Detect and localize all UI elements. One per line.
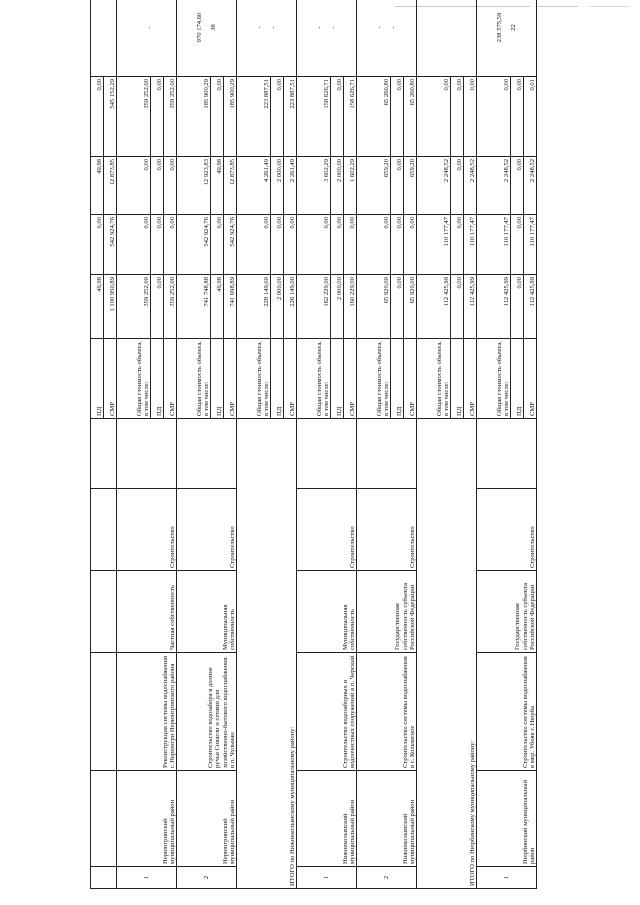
table-sheet [90, 12, 575, 889]
district-cell: Нюрбинский муниципальный район [477, 771, 537, 867]
object-name-cell: Строительство водозабора в долине ручья Сивагли и сетями для хозяйственно-бытового водоснабжения в п. Чульман [177, 653, 237, 771]
cost-type-label: ПД [91, 339, 104, 419]
cost-type-label: ПД [271, 339, 284, 419]
amount-regional-cell: 2 248,52 [524, 157, 537, 215]
amount-total-cell: 2 000,00 [331, 275, 344, 339]
amount-total-cell: 741 748,88 [177, 275, 211, 339]
scan-artifact-line [538, 6, 578, 7]
capacity-column [90, 79, 575, 119]
amount-federal-cell: 0,00 [91, 215, 104, 275]
amount-federal-cell: 0,00 [237, 215, 271, 275]
ownership-cell: Муниципальная собственность [177, 571, 237, 653]
amount-total-cell: 112 425,99 [524, 275, 537, 339]
cost-type-label: СМР [284, 339, 297, 419]
work-type-cell: Строительство [477, 489, 537, 571]
amount-other-cell: 0,00 [511, 77, 524, 157]
total-row [237, 0, 271, 889]
amount-federal-cell: 0,00 [331, 215, 344, 275]
amount-regional-cell: 12 873,85 [224, 157, 237, 215]
amount-federal-cell: 0,00 [404, 215, 417, 275]
amount-federal-cell: 542 924,76 [177, 215, 211, 275]
summary-amount-cell [417, 0, 477, 77]
amount-federal-cell: 0,00 [164, 215, 177, 275]
amount-total-cell: 226 149,00 [284, 275, 297, 339]
amount-other-cell: 185 900,29 [224, 77, 237, 157]
capacity-value: 22 [509, 24, 517, 31]
amount-regional-cell: 12 923,83 [177, 157, 211, 215]
amount-federal-cell: 0,00 [357, 215, 391, 275]
cost-type-label: Общая стоимость объекта, в том числе: [297, 339, 331, 419]
total-label: ИТОГО по Нижнеколымскому муниципальному району: [237, 419, 297, 889]
table-row [357, 0, 391, 889]
amount-total-cell: 112 425,99 [464, 275, 477, 339]
row-number: 2 [177, 867, 237, 889]
district-cell: Нижнеколымский муниципальный район [297, 771, 357, 867]
blank-cell [297, 419, 357, 489]
amount-regional-cell: 0,00 [391, 157, 404, 215]
amount-regional-cell: 2 000,00 [271, 157, 284, 215]
amount-total-cell: 162 229,00 [297, 275, 331, 339]
district-cell: Нижнеколымский муниципальный район [357, 771, 417, 867]
amount-federal-cell: 0,00 [284, 215, 297, 275]
amount-other-cell: 223 887,51 [237, 77, 271, 157]
ownership-cell: Частная собственность [117, 571, 177, 653]
cost-type-label: ПД [331, 339, 344, 419]
amount-regional-cell: 2 261,49 [284, 157, 297, 215]
amount-other-cell: 0,00 [464, 77, 477, 157]
cost-type-label: СМР [464, 339, 477, 419]
cost-type-label: СМР [344, 339, 357, 419]
capacity-value: 38 [209, 24, 217, 31]
amount-regional-cell: 4 261,49 [237, 157, 271, 215]
blank-cell [357, 419, 417, 489]
amount-total-cell: 2 000,00 [271, 275, 284, 339]
cost-type-label: ПД [511, 339, 524, 419]
capacity-value: - [329, 26, 337, 29]
blank-cell [117, 419, 177, 489]
cost-type-label: ПД [211, 339, 224, 419]
summary-amount-cell: 970 174,60 38 [177, 0, 237, 77]
total-label: ИТОГО по Нюрбинскому муниципальному району: [417, 419, 477, 889]
cost-type-label: СМР [404, 339, 417, 419]
amount-other-cell: 545 152,29 [104, 77, 117, 157]
cost-type-label: СМР [224, 339, 237, 419]
amount-federal-cell: 542 924,76 [104, 215, 117, 275]
amount-other-cell: 65 260,80 [357, 77, 391, 157]
cost-type-label: Общая стоимость объекта, в том числе: [477, 339, 511, 419]
cost-type-label: СМР [104, 339, 117, 419]
amount-total-cell: 112 425,99 [417, 275, 451, 339]
amount-other-cell: 158 626,71 [344, 77, 357, 157]
cost-type-label: Общая стоимость объекта, в том числе: [117, 339, 151, 419]
scan-artifact-line [588, 6, 630, 7]
amount-federal-cell: 110 177,47 [524, 215, 537, 275]
ownership-cell: Государственная собственность субъекта Российской Федерации [357, 571, 417, 653]
work-type-cell: Строительство [117, 489, 177, 571]
amount-regional-cell: 12 873,85 [104, 157, 117, 215]
summary-amount-cell: - - [237, 0, 297, 77]
row-number [91, 867, 117, 889]
table-row [177, 0, 211, 889]
amount-other-cell: 158 626,71 [297, 77, 331, 157]
table-body [91, 0, 537, 889]
total-row [417, 0, 451, 889]
amount-federal-cell: 0,00 [151, 215, 164, 275]
table-row [477, 0, 511, 889]
blank-cell [177, 419, 237, 489]
amount-regional-cell: 0,00 [511, 157, 524, 215]
amount-federal-cell: 0,00 [451, 215, 464, 275]
amount-total-cell: 49,98 [211, 275, 224, 339]
amount-regional-cell: 0,00 [451, 157, 464, 215]
amount-federal-cell: 110 177,47 [464, 215, 477, 275]
amount-regional-cell: 49,98 [211, 157, 224, 215]
table-row [91, 0, 104, 889]
amount-other-cell: 0,00 [391, 77, 404, 157]
amount-federal-cell: 110 177,47 [417, 215, 451, 275]
object-name-cell: Строительство системы водоснабжения в мкр. Убояк г. Нюрба [477, 653, 537, 771]
amount-federal-cell: 0,00 [511, 215, 524, 275]
amount-regional-cell: 0,00 [117, 157, 151, 215]
row-number: 1 [477, 867, 537, 889]
amount-federal-cell: 542 924,76 [224, 215, 237, 275]
amount-total-cell: 65 920,00 [404, 275, 417, 339]
cost-type-label: ПД [391, 339, 404, 419]
work-type-cell: Строительство [357, 489, 417, 571]
amount-other-cell: 0,00 [211, 77, 224, 157]
amount-regional-cell: 49,98 [91, 157, 104, 215]
amount-other-cell: 359 252,00 [117, 77, 151, 157]
cost-type-label: СМР [524, 339, 537, 419]
amount-total-cell: 359 252,00 [164, 275, 177, 339]
work-type-cell [91, 489, 117, 571]
amount-federal-cell: 0,00 [271, 215, 284, 275]
amount-other-cell: 0,00 [271, 77, 284, 157]
amount-regional-cell: 0,00 [151, 157, 164, 215]
amount-total-cell: 49,98 [91, 275, 104, 339]
amount-total-cell: 0,00 [151, 275, 164, 339]
blank-cell [91, 419, 117, 489]
budget-table [90, 0, 537, 889]
row-number: 1 [297, 867, 357, 889]
amount-other-cell: 0,00 [91, 77, 104, 157]
cost-type-label: Общая стоимость объекта, в том числе: [357, 339, 391, 419]
amount-federal-cell: 110 177,47 [477, 215, 511, 275]
capacity-value: - [389, 26, 397, 29]
amount-total-cell: 160 229,00 [344, 275, 357, 339]
table-row [117, 0, 151, 889]
object-name-cell: Строительство водозаборных и водоочистных сооружений в п. Черский [297, 653, 357, 771]
amount-total-cell: 0,00 [451, 275, 464, 339]
cost-type-label: Общая стоимость объекта, в том числе: [237, 339, 271, 419]
amount-total-cell: 0,00 [391, 275, 404, 339]
amount-federal-cell: 0,00 [211, 215, 224, 275]
cost-type-label: Общая стоимость объекта, в том числе: [417, 339, 451, 419]
amount-regional-cell: 659,20 [357, 157, 391, 215]
amount-other-cell: 223 887,51 [284, 77, 297, 157]
amount-regional-cell: 0,00 [164, 157, 177, 215]
amount-federal-cell: 0,00 [344, 215, 357, 275]
district-cell [91, 771, 117, 867]
amount-regional-cell: 2 248,52 [417, 157, 451, 215]
row-number: 1 [117, 867, 177, 889]
amount-total-cell: 228 149,00 [237, 275, 271, 339]
district-cell: Нерюнгринский муниципальный район [177, 771, 237, 867]
amount-other-cell: 0,00 [477, 77, 511, 157]
amount-regional-cell: 2 000,00 [331, 157, 344, 215]
cost-type-label: СМР [164, 339, 177, 419]
object-name-cell [91, 653, 117, 771]
capacity-value: - [145, 26, 153, 29]
district-cell: Нерюнгринский муниципальный район [117, 771, 177, 867]
summary-amount-cell: 238 575,59 22 [477, 0, 537, 77]
work-type-cell: Строительство [177, 489, 237, 571]
amount-other-cell: 65 260,80 [404, 77, 417, 157]
amount-total-cell: 65 920,00 [357, 275, 391, 339]
amount-regional-cell: 2 248,52 [477, 157, 511, 215]
amount-other-cell: 0,01 [524, 77, 537, 157]
amount-total-cell: 1 100 950,89 [104, 275, 117, 339]
ownership-cell [91, 571, 117, 653]
ownership-cell: Государственная собственность субъекта Российской Федерации [477, 571, 537, 653]
ownership-cell: Муниципальная собственность [297, 571, 357, 653]
blank-cell [477, 419, 537, 489]
object-name-cell: Реконструкция системы водоснабжения г. Нерюнгри Нерюнгринского района [117, 653, 177, 771]
cost-type-label: ПД [451, 339, 464, 419]
amount-total-cell: 0,00 [511, 275, 524, 339]
amount-total-cell: 741 698,89 [224, 275, 237, 339]
summary-amount-cell [91, 0, 117, 77]
amount-other-cell: 185 900,29 [177, 77, 211, 157]
summary-amount-cell: - - [297, 0, 357, 77]
amount-federal-cell: 0,00 [297, 215, 331, 275]
row-number: 2 [357, 867, 417, 889]
work-type-cell: Строительство [297, 489, 357, 571]
amount-other-cell: 0,00 [331, 77, 344, 157]
summary-amount-cell [117, 0, 177, 77]
amount-total-cell: 359 252,00 [117, 275, 151, 339]
cost-type-label: ПД [151, 339, 164, 419]
amount-other-cell: 0,00 [417, 77, 451, 157]
cost-type-label: Общая стоимость объекта, в том числе: [177, 339, 211, 419]
amount-other-cell: 0,00 [451, 77, 464, 157]
capacity-value: - [269, 26, 277, 29]
summary-amount-cell: - - [357, 0, 417, 77]
amount-regional-cell: 3 602,29 [297, 157, 331, 215]
object-name-cell: Строительство системы водоснабжения в с. Колымское [357, 653, 417, 771]
rotated-table-viewport [90, 12, 575, 889]
amount-regional-cell: 1 602,29 [344, 157, 357, 215]
amount-regional-cell: 659,20 [404, 157, 417, 215]
amount-other-cell: 359 252,00 [164, 77, 177, 157]
amount-total-cell: 112 425,99 [477, 275, 511, 339]
amount-federal-cell: 0,00 [391, 215, 404, 275]
table-row [297, 0, 331, 889]
amount-federal-cell: 0,00 [117, 215, 151, 275]
amount-regional-cell: 2 248,52 [464, 157, 477, 215]
amount-other-cell: 0,00 [151, 77, 164, 157]
